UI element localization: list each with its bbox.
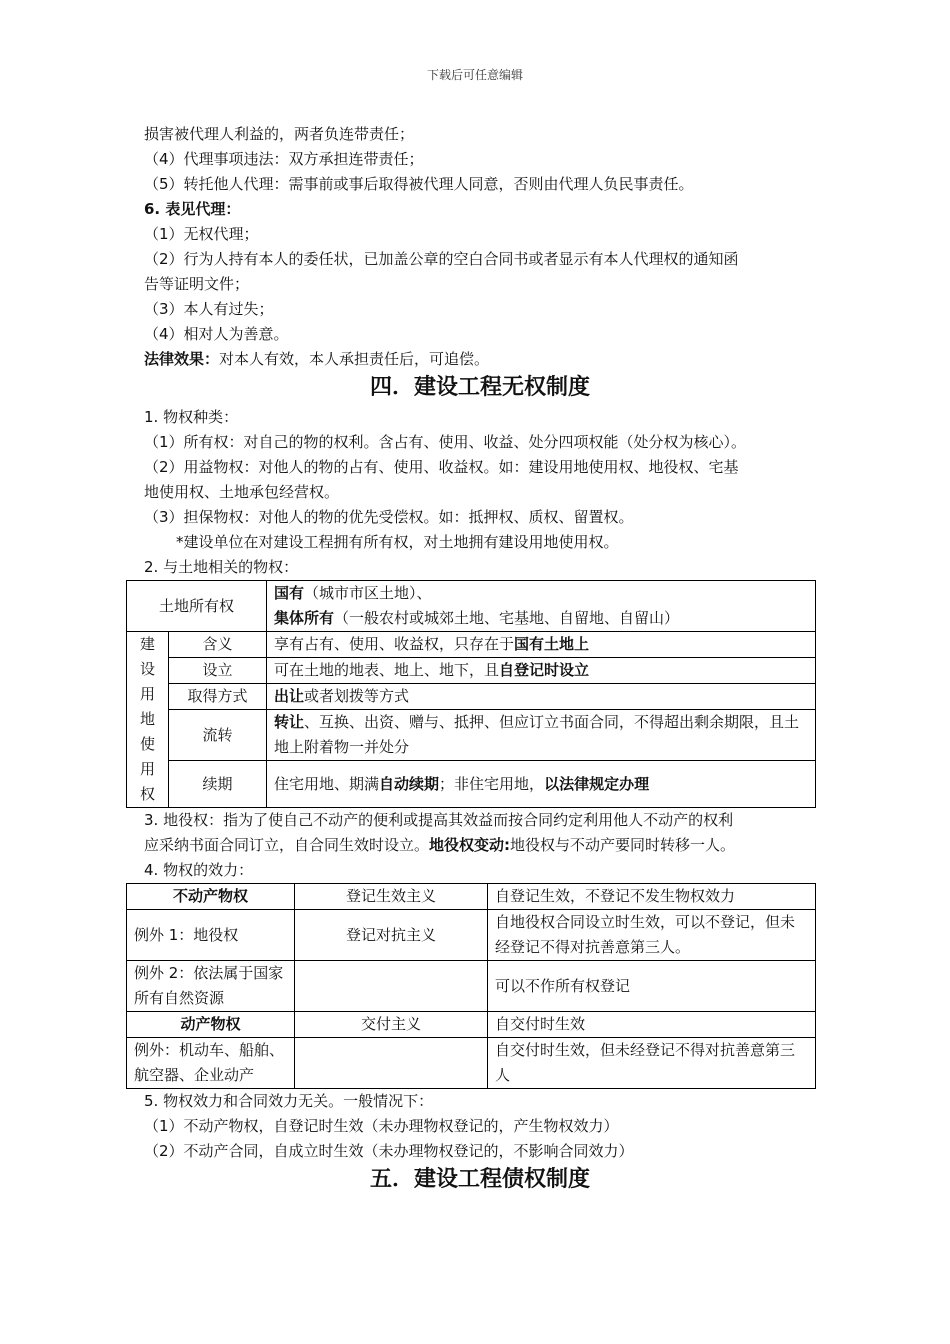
page-header: 下载后可任意编辑 (426, 68, 523, 82)
s4-note: *建设单位在对建设工程拥有所有权，对土地拥有建设用地使用权。 (176, 533, 619, 551)
r5c2 (295, 1038, 488, 1089)
construction-land-use-right-label: 建 设 用 地 使 用 权 (127, 632, 169, 808)
r2c3: 自地役权合同设立时生效，可以不登记，但未经登记不得对抗善意第三人。 (488, 910, 816, 961)
row-acquire-text: 出让或者划拨等方式 (267, 684, 816, 710)
s4-p1-1: （1）所有权：对自己的物的权利。含占有、使用、收益、处分四项权能（处分权为核心）。 (144, 433, 747, 451)
r3c3: 可以不作所有权登记 (488, 961, 816, 1012)
row-renew-text: 住宅用地、期满自动续期；非住宅用地，以法律规定办理 (267, 761, 816, 808)
table-row (127, 684, 816, 710)
table-row (127, 884, 816, 910)
s4-p3b: 应采纳书面合同订立，自合同生效时设立。地役权变动:地役权与不动产要同时转移一人。 (144, 836, 736, 854)
state-owned-bold: 国有 (274, 584, 305, 602)
legal-effect-label: 法律效果： (144, 350, 220, 368)
table-row (127, 632, 816, 658)
ownership-cell (267, 581, 816, 632)
s4-p1-2a: （2）用益物权：对他人的物的占有、使用、收益权。如：建设用地使用权、地役权、宅基 (144, 458, 739, 476)
r1c2: 登记生效主义 (295, 884, 488, 910)
row-setup-text: 可在土地的地表、地上、地下，且自登记时设立 (267, 658, 816, 684)
ownership-label: 土地所有权 (127, 581, 267, 632)
table-row (127, 910, 816, 961)
r3c2 (295, 961, 488, 1012)
r1c1: 不动产物权 (127, 884, 295, 910)
table-row (127, 961, 816, 1012)
row-renew-label: 续期 (169, 761, 267, 808)
table-row (127, 710, 816, 761)
r4c3: 自交付时生效 (488, 1012, 816, 1038)
apparent-agency-item4: （4）相对人为善意。 (144, 325, 289, 343)
legal-effect (144, 347, 816, 372)
document-body (134, 122, 816, 1197)
s4-p3a: 3. 地役权：指为了使自己不动产的便利或提高其效益而按合同约定利用他人不动产的权利 (144, 811, 734, 829)
agency-line3: （5）转托他人代理：需事前或事后取得被代理人同意，否则由代理人负民事责任。 (144, 175, 694, 193)
apparent-agency-item2a: （2）行为人持有本人的委任状，已加盖公章的空白合同书或者显示有本人代理权的通知函 (144, 250, 739, 268)
s4-p2: 2. 与土地相关的物权： (144, 558, 299, 576)
apparent-agency-item2b: 告等证明文件； (144, 275, 250, 293)
s4-p1-3: （3）担保物权：对他人的物的优先受偿权。如：抵押权、质权、留置权。 (144, 508, 634, 526)
row-meaning-text: 享有占有、使用、收益权，只存在于国有土地上 (267, 632, 816, 658)
row-meaning-label: 含义 (169, 632, 267, 658)
table-row (127, 1012, 816, 1038)
table-row (127, 761, 816, 808)
r5c3: 自交付时生效，但未经登记不得对抗善意第三人 (488, 1038, 816, 1089)
collective-bold: 集体所有 (274, 609, 335, 627)
apparent-agency-item3: （3）本人有过失； (144, 300, 274, 318)
section4-title: 四．建设工程无权制度 (369, 375, 590, 400)
agency-line2: （4）代理事项违法：双方承担连带责任； (144, 150, 424, 168)
r1c3: 自登记生效，不登记不发生物权效力 (488, 884, 816, 910)
legal-effect-text: 对本人有效，本人承担责任后，可追偿。 (219, 350, 490, 368)
apparent-agency-heading: 6. 表见代理： (144, 200, 241, 218)
r4c2: 交付主义 (295, 1012, 488, 1038)
row-setup-label: 设立 (169, 658, 267, 684)
land-rights-table (126, 580, 816, 808)
section5-title: 五．建设工程债权制度 (369, 1167, 590, 1192)
property-effect-table (126, 883, 816, 1089)
s4-p5: 5. 物权效力和合同效力无关。一般情况下： (144, 1092, 434, 1110)
s4-p1: 1. 物权种类： (144, 408, 239, 426)
state-owned-text: （城市市区土地）、 (304, 584, 432, 602)
s4-p1-2b: 地使用权、土地承包经营权。 (144, 483, 340, 501)
table-row (127, 658, 816, 684)
collective-text: （一般农村或城郊土地、宅基地、自留地、自留山） (334, 609, 680, 627)
r5c1: 例外：机动车、船舶、航空器、企业动产 (127, 1038, 295, 1089)
table-row (127, 581, 816, 632)
s4-p5-1: （1）不动产物权，自登记时生效（未办理物权登记的，产生物权效力） (144, 1117, 619, 1135)
r4c1: 动产物权 (127, 1012, 295, 1038)
row-transfer-text: 转让、互换、出资、赠与、抵押、但应订立书面合同，不得超出剩余期限，且土地上附着物一并处分 (267, 710, 816, 761)
agency-line1: 损害被代理人利益的，两者负连带责任； (144, 125, 415, 143)
s4-p5-2: （2）不动产合同，自成立时生效（未办理物权登记的，不影响合同效力） (144, 1142, 634, 1160)
table-row (127, 1038, 816, 1089)
r3c1: 例外 2：依法属于国家所有自然资源 (127, 961, 295, 1012)
row-transfer-label: 流转 (169, 710, 267, 761)
r2c2: 登记对抗主义 (295, 910, 488, 961)
row-acquire-label: 取得方式 (169, 684, 267, 710)
s4-p4: 4. 物权的效力： (144, 861, 254, 879)
apparent-agency-item1: （1）无权代理； (144, 225, 259, 243)
r2c1: 例外 1：地役权 (127, 910, 295, 961)
